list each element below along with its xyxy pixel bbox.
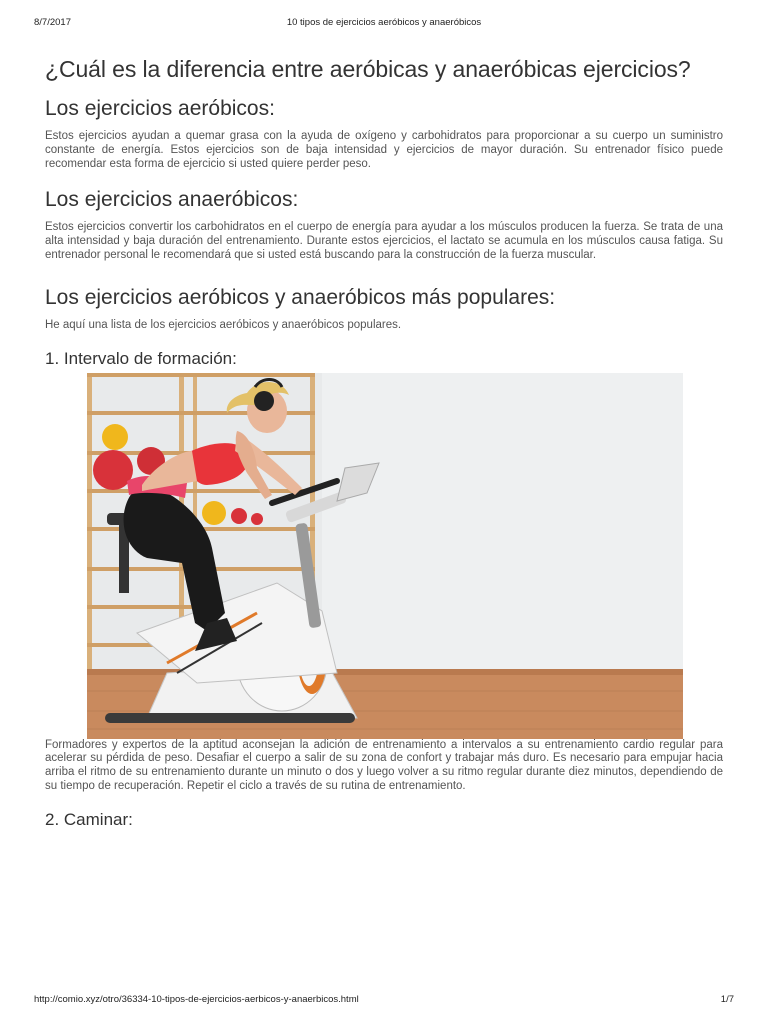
item1-paragraph: Formadores y expertos de la aptitud aconsejan la adición de entrenamiento a intervalos a su entrenamiento cardio regular para acelerar su pérdida de peso. Desafiar el cuerpo a salir de su zona de confort y trabajar más duro. Es necesario para empujar hacia arriba el ritmo de su entrenamiento durante un minuto o dos y luego volver a su ritmo regular durante diez minutos, dependiendo de su tiempo de recuperación. Repetir el ciclo a través de su rutina de entrenamiento. [45,738,723,792]
item2-heading: 2. Caminar: [45,809,133,829]
article [45,56,723,834]
popular-heading: Los ejercicios aeróbicos y anaeróbicos más populares: [45,285,556,309]
print-url: http://comio.xyz/otro/36334-10-tipos-de-ejercicios-aerbicos-y-anaerbicos.html [34,994,359,1005]
article-title: ¿Cuál es la diferencia entre aeróbicas y anaeróbicas ejercicios? [45,56,691,82]
page-number: 1/7 [720,994,734,1005]
print-footer [34,994,734,1008]
anaerobic-paragraph: Estos ejercicios convertir los carbohidratos en el cuerpo de energía para ayudar a los músculos producen la fuerza. Se trata de una alta intensidad y baja duración del entrenamiento. Durante estos ejercicios, el lactato se acumula en los músculos causa fatiga. Su entrenador personal le recomendará que si usted está buscando para la construcción de la fuerza muscular. [45,221,723,261]
print-page-title: 10 tipos de ejercicios aeróbicos y anaeróbicos [286,17,482,28]
exercise-bike-photo [87,373,683,739]
popular-intro: He aquí una lista de los ejercicios aeróbicos y anaeróbicos populares. [45,318,402,331]
aerobic-paragraph: Estos ejercicios ayudan a quemar grasa con la ayuda de oxígeno y carbohidratos para proporcionar a su cuerpo un suministro constante de energía. Estos ejercicios son de baja intensidad y ejercicios de mayor duración. Su entrenador físico puede recomendar esta forma de ejercicio si usted quiere perder peso. [45,130,723,170]
aerobic-heading: Los ejercicios aeróbicos: [45,97,275,120]
anaerobic-heading: Los ejercicios anaeróbicos: [45,188,299,212]
item1-heading: 1. Intervalo de formación: [45,348,237,368]
print-date: 8/7/2017 [34,17,71,28]
print-header [34,17,734,31]
